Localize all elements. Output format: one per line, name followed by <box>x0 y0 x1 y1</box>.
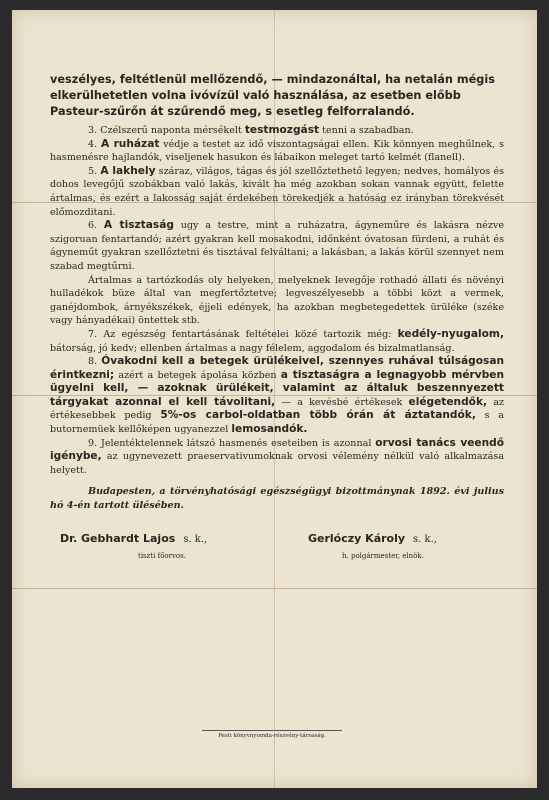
item-7-emph: kedély-nyugalom, <box>397 327 504 340</box>
item-5 <box>50 165 504 219</box>
item-8-text-3: az értékesebbek pedig <box>50 396 504 422</box>
item-4 <box>50 138 504 165</box>
item-8-text-2: — a kevésbé értékesek <box>275 396 409 408</box>
signature-left-role: tiszti főorvos. <box>138 552 186 561</box>
item-6 <box>50 219 504 273</box>
signature-right <box>308 527 437 560</box>
item-9-text: 9. Jelentéktelennek látszó hasmenés eseteiben is azonnal <box>88 437 376 449</box>
item-4-emph: A ruházat <box>100 137 160 150</box>
item-4-num: 4. <box>88 138 101 150</box>
item-8-text-1: azért a betegek ápolása közben <box>114 369 281 381</box>
signature-left <box>60 527 207 560</box>
item-8-emph-4: 5%-os carbol-oldatban több órán át áztatandók, <box>160 409 476 422</box>
item-3 <box>50 124 504 138</box>
signature-right-sk: s. k., <box>413 534 437 546</box>
item-8-emph-1: Óvakodni kell a betegek ürülékeivel, szennyes ruhával túlságosan érintkezni; <box>50 355 505 381</box>
signature-right-name: Gerlóczy Károly <box>308 532 406 546</box>
item-3-text-end: tenni a szabadban. <box>319 125 414 136</box>
signatures <box>50 527 504 583</box>
item-4-text: védje a testet az idő viszontagságai ellen. Kik könnyen meghűlnek, s hasmenésre hajlandók, viseljenek hasukon és lábaikon meleget tartó kelmét (flanell). <box>50 138 504 164</box>
printer-imprint: Pesti könyvnyomda-részvény-társaság. <box>202 730 342 739</box>
signature-left-name: Dr. Gebhardt Lajos <box>60 532 176 546</box>
item-8-text-4: s a butornemüek kellőképen ugyanezzel <box>50 410 504 436</box>
item-6-continued: Ártalmas a tartózkodás oly helyeken, melyeknek levegője rothadó állati és növényi hulladékok büze által van megfertőztetve; legveszélyesebb a többi közt a vermek, ganéjdombok, árnyékszékek, éjjeli edények, ha azokban megbetegedettek ürüléke (széke vagy hányadékai) öntettek stb. <box>50 274 504 327</box>
item-8 <box>50 355 504 437</box>
signature-left-sk: s. k., <box>183 534 208 546</box>
item-3-text: 3. Czélszerű naponta mérsékelt <box>88 125 245 136</box>
item-6-text: ugy a testre, mint a ruházatra, ágyneműre és lakásra nézve szigoruan fentartandó; azért gyakran kell mosakodni, időnként óvatosan fürdeni, a ruhát és ágyneműt gyakran szellőztetni és tisztával felváltani; a lakásban, a lakás körül szennyet nem szabad megtűrni. <box>50 220 505 272</box>
closing-statement: Budapesten, a törvényhatósági egészségügyi bizottmánynak 1892. évi julius hó 4-én tartott ülésében. <box>50 486 504 512</box>
item-3-emph: testmozgást <box>244 124 320 136</box>
item-7 <box>50 328 504 355</box>
item-8-emph-5: lemosandók. <box>231 423 308 436</box>
item-9-text-end: az ugynevezett praeservativumoknak orvosi vélemény nélkül való alkalmazása helyett. <box>50 451 504 476</box>
item-6-num: 6. <box>88 220 104 232</box>
document-sheet <box>12 10 537 788</box>
item-7-text: 7. Az egészség fentartásának feltételei közé tartozik még: <box>88 328 398 340</box>
item-5-emph: A lakhely <box>100 164 156 177</box>
item-8-emph-3: elégetendők, <box>408 395 488 408</box>
document-body <box>50 72 504 583</box>
item-6-emph: A tisztaság <box>103 219 174 232</box>
lead-paragraph: veszélyes, feltétlenül mellőzendő, — mindazonáltal, ha netalán mégis elkerülhetetlen volna ivóvízül való használása, az esetben előbb Pasteur-szűrőn át szűrendő meg, s esetleg felforralandó. <box>50 73 495 118</box>
item-8-emph-2: a tisztaságra a legnagyobb mérvben ügyelni kell, — azoknak ürülékeit, valamint az általuk beszennyezett tárgyakat azonnal el kell távolitani, <box>50 368 504 408</box>
item-8-num: 8. <box>88 356 102 368</box>
item-5-num: 5. <box>88 165 101 177</box>
item-9-emph: orvosi tanács veendő igénybe, <box>50 436 505 463</box>
item-9 <box>50 437 504 478</box>
signature-right-role: h. polgármester, elnök. <box>342 552 424 561</box>
item-7-text-end: bátorság, jó kedv; ellenben ártalmas a nagy félelem, aggodalom és bizalmatlanság. <box>50 342 455 354</box>
item-5-text: száraz, világos, tágas és jól szellőztethető legyen; nedves, homályos és dohos levegőjű szobákban való lakás, kivált ha még azokban sokan vannak együtt, felette ártalmas, és ezért a lakosság saját érdekében törekedjék a hatóság ez irányban törekvését előmozditani. <box>50 165 505 218</box>
